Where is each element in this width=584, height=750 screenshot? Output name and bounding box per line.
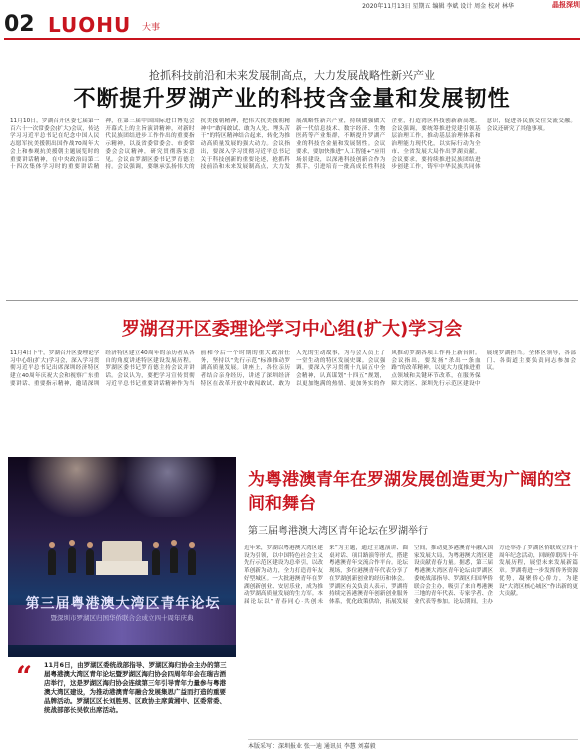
story3-headline: 为粤港澳青年在罗湖发展创造更为广阔的空间和舞台 [248, 470, 571, 514]
person-head [153, 542, 159, 548]
story3-subhead: 第三届粤港澳大湾区青年论坛在罗湖举行 [248, 526, 428, 537]
stage-lights [8, 457, 236, 517]
person [68, 547, 76, 573]
stage-banner: 第三届粤港澳大湾区青年论坛 [25, 596, 221, 612]
page-number: 02 [4, 12, 35, 37]
photo-caption-box [8, 657, 236, 735]
stage-banner-sub: 暨深圳市罗湖区归国华侨联合会成立四十周年庆典 [50, 614, 194, 622]
divider [6, 300, 578, 301]
person-head [49, 542, 55, 548]
person-head [171, 540, 177, 546]
story1-body: 11月10日，罗湖召开区委七届第一百六十一次常委会(扩大)会议，传达学习习近平总书记在纪念中国人民志愿军抗美援朝出国作战70周年大会上和参观抗美援朝主题展览时的重要讲话精神，在中央政治局第二十四次集体学习时的重要讲话精神，在第三届中国国际进口博览会开幕式上的主旨演讲精神，对新时代民族团结进步工作作出的重要指示精神，以及省委常委会、市委常委会会议精神，研究贯彻落实意见。会议由罗湖区委书记罗育德主持。会议强调，要继承弘扬伟大的抗美援朝精神，把伟大抗美援朝精神中“敢闯敢试、敢为人先、埋头苦干”的特区精神结合起来，转化为推动高质量发展的强大动力。会议指出，要深入学习贯彻习近平总书记关于科技创新的重要论述，抢抓科技前沿和未来发展制高点，大力发展战略性新兴产业，持续做强做大新一代信息技术、数字经济、生物医药等产业集群，不断提升罗湖产业的科技含金量和发展韧性。会议要求，要加快推进“人工智能+”应用场景建设，以深港科技创新合作为抓手，引进培育一批高成长性科技企业，打造湾区科技创新新高地。会议强调，要统筹推进党建引领基层治理工作，推动基层治理体系和治理能力现代化，以实际行动为全市、全省发展大局作出罗湖贡献。会议要求，要持续推进民族团结进步创建工作，铸牢中华民族共同体意识，促进各民族交往交流交融。会议还研究了其他事项。 [10, 118, 576, 171]
issue-meta: 2020年11月13日 星期五 编辑 李斌 设计 周金 校对 林华 [362, 3, 514, 10]
story1-subhead: 抢抓科技前沿和未来发展制高点，大力发展战略性新兴产业 [149, 69, 435, 82]
story2-body: 11月4日下午，罗湖召开区委理论学习中心组(扩大)学习会，深入学习贯彻习近平总书记出席深圳经济特区建立40周年庆祝大会和视察广东重要讲话、重要指示精神，邀请深圳经济特区建立40周年的亲历者从各自的角度讲述特区建设发展历程。罗湖区委书记罗育德主持会议并讲话。会议认为，要把学习宣传贯彻习近平总书记重要讲话精神作为当前和今后一个时期的重大政治任务，坚持以“先行示范”标准推动罗湖高质量发展。讲座上，各位亲历者结合亲身经历，讲述了深圳经济特区在改革开放中敢闯敢试、敢为人先的生动故事，为与会人员上了一堂生动的特区发展史课。会议强调，要深入学习贯彻十九届五中全会精神，认真谋划“十四五”规划，以更加饱满的热情、更加务实的作风推动罗湖各项工作再上新台阶。会议指出，要发扬“杀出一条血路”的改革精神，以更大力度推进重点领域和关键环节改革，在服务保障大湾区、深圳先行示范区建设中展现罗湖担当。全体区领导，各部门、各街道主要负责同志参加会议。 [10, 350, 576, 387]
person-head [69, 540, 75, 546]
quote-icon: “ [16, 660, 33, 693]
masthead-logo: 晶报深圳 [552, 1, 580, 9]
person-head [87, 542, 93, 548]
story3-body: 近年来，罗湖以粤港澳大湾区建设为引领，以中国特色社会主义先行示范区建设为总牵引，以改革创新为动力，全力打造青年友好型城区。一大批港澳青年在罗湖创新创业、安居乐业，成为推动罗湖高质量发展的生力军。本届论坛以“青春同心·共创未来”为主题，通过主题演讲、圆桌对话、项目路演等形式，搭建粤港澳青年交流合作平台。论坛现场，多位港澳青年代表分享了在罗湖创新创业的经历和体会。罗湖区有关负责人表示，罗湖将持续完善港澳青年创新创业服务体系，优化政策供给，拓展发展空间，推动更多港澳青年融入国家发展大局，为粤港澳大湾区建设贡献青春力量。据悉，第三届粤港澳大湾区青年论坛由罗湖区委统战部指导、罗湖区归国华侨联合会主办，吸引了来自粤港澳三地的青年代表、专家学者、企业代表等参加。论坛期间，主办方还举办了罗湖区侨联成立四十周年纪念活动，回顾侨联四十年发展历程，展望未来发展新篇章。罗湖将进一步发挥侨务资源优势，凝聚侨心侨力，为建设“大湾区核心城区”作出新的更大贡献。 [244, 545, 578, 605]
cake-base [96, 561, 148, 575]
story2-headline: 罗湖召开区委理论学习中心组(扩大)学习会 [121, 319, 463, 340]
top-bar [0, 0, 584, 11]
person [86, 549, 94, 575]
section-subtitle: 大事 [142, 23, 161, 33]
person [170, 547, 178, 573]
person [188, 549, 196, 575]
byline: 本版采写：深圳报业 张一迪 通讯员 李慧 刘嘉毅 [248, 739, 578, 750]
section-title: LUOHU [48, 13, 132, 37]
section-header [4, 12, 580, 40]
photo-caption: 11月6日，由罗湖区委统战部指导、罗湖区海归协会主办的第三届粤港澳大湾区青年论坛暨罗湖区海归协会四周年年会在瑞吉酒店举行，这是罗湖区海归协会连续第三年引导青年力量参与粤港澳大湾区建设，为推动港澳青年融合发展集思广益而打造的重要品牌活动。罗湖区区长刘胜男、区政协主席黄湘中、区委常委、统战部部长吴钦出席活动。 [44, 661, 227, 714]
story1-headline: 不断提升罗湖产业的科技含金量和发展韧性 [73, 87, 511, 112]
person [152, 549, 160, 575]
event-photo [8, 457, 236, 657]
person [48, 549, 56, 575]
person-head [189, 542, 195, 548]
